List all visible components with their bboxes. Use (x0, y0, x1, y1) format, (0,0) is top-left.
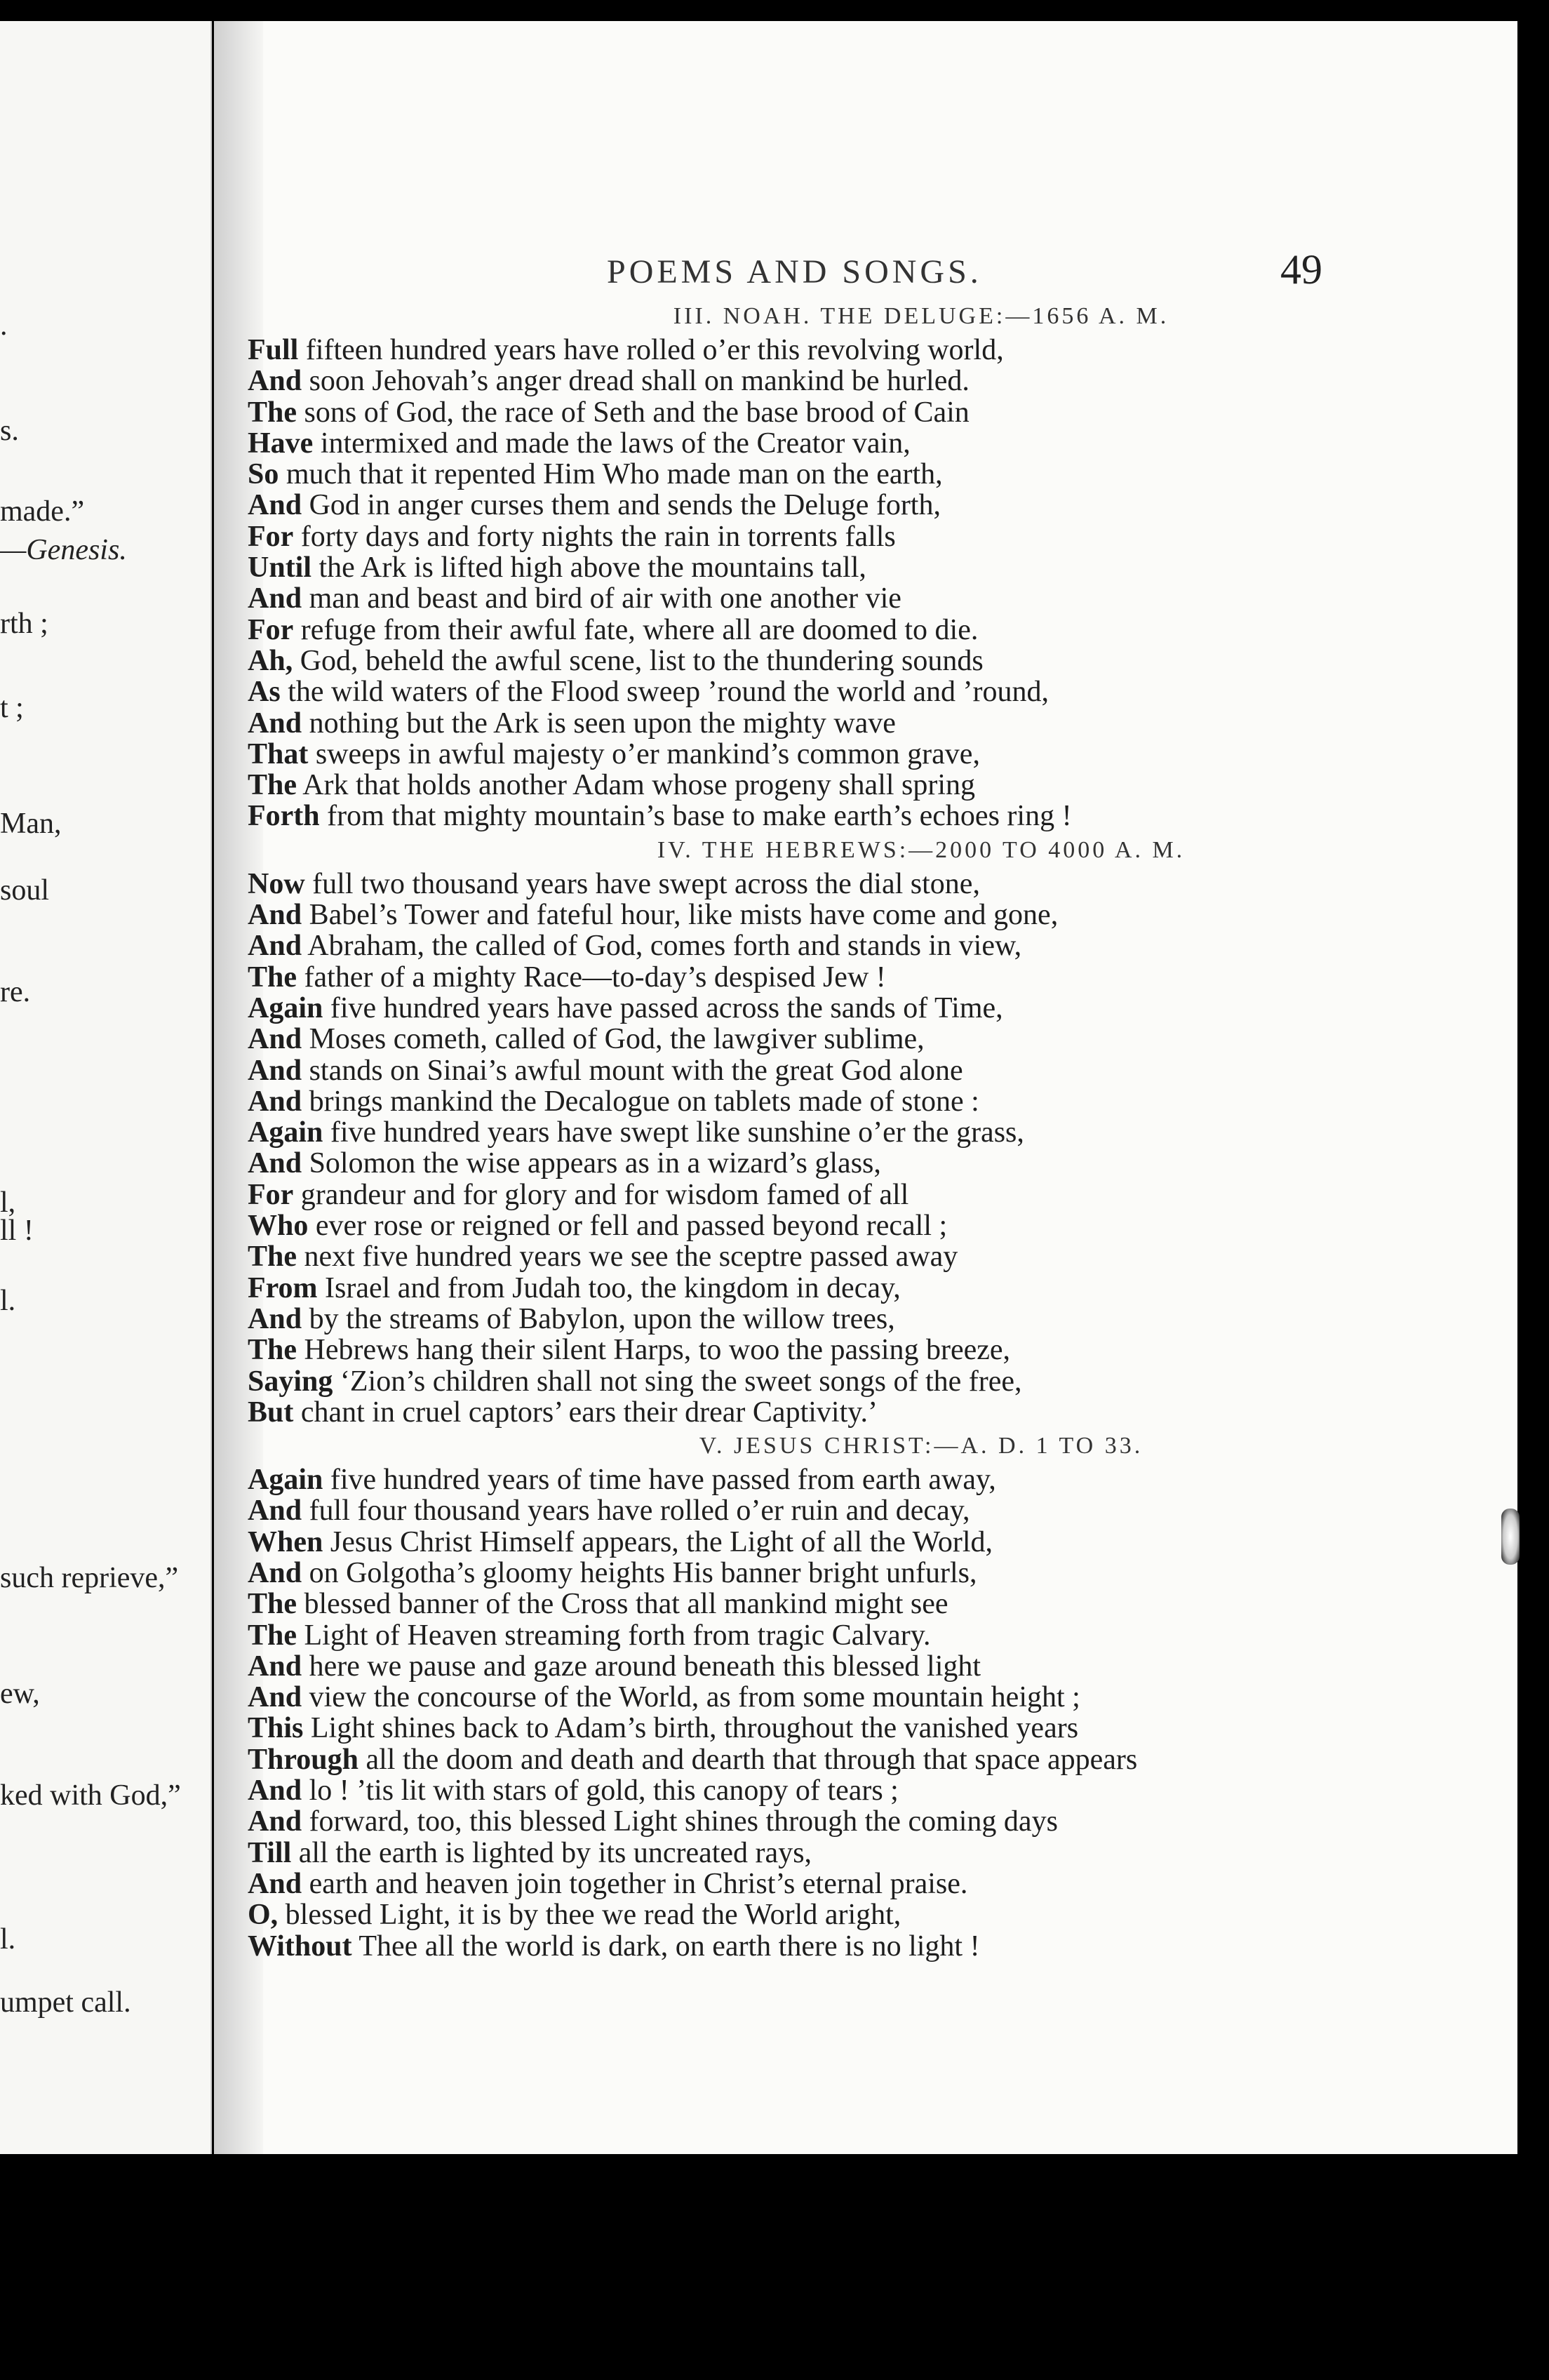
verse-line (248, 1117, 1482, 1148)
verse-first-word: So (248, 458, 279, 491)
verse-line (248, 583, 1482, 614)
verse-line (248, 459, 1482, 490)
verse-text: brings mankind the Decalogue on tablets made of stone : (302, 1085, 979, 1118)
verse-line (248, 1931, 1482, 1962)
facing-page-fragment: ked with God,” (0, 1779, 181, 1812)
facing-page-fragment: l, (0, 1186, 16, 1219)
verse-line (248, 1086, 1482, 1117)
verse-text: the Ark is lifted high above the mountains tall, (311, 551, 866, 584)
verse-text: here we pause and gaze around beneath this blessed light (302, 1650, 981, 1683)
verse-line (248, 615, 1482, 646)
verse-line (248, 1397, 1482, 1428)
verse-text: ever rose or reigned or fell and passed beyond recall ; (308, 1210, 948, 1243)
facing-page-fragment: l. (0, 1923, 16, 1956)
verse-line (248, 1806, 1482, 1837)
verse-first-word: And (248, 1085, 302, 1118)
verse-line (248, 1304, 1482, 1335)
verse-text: Moses cometh, called of God, the lawgiver sublime, (302, 1023, 925, 1056)
verse-line (248, 397, 1482, 428)
verse-line (248, 490, 1482, 521)
verse-first-word: The (248, 396, 297, 429)
verse-first-word: The (248, 1619, 297, 1652)
verse-line (248, 801, 1482, 831)
verse-line (248, 1241, 1482, 1272)
verse-text: full four thousand years have rolled o’er ruin and decay, (302, 1495, 970, 1527)
verse-first-word: And (248, 582, 302, 615)
verse-text: God, beheld the awful scene, list to the thundering sounds (293, 644, 984, 677)
verse-text: Israel and from Judah too, the kingdom in decay, (317, 1271, 901, 1304)
verse-first-word: And (248, 1495, 302, 1527)
verse-text: Light shines back to Adam’s birth, throughout the vanished years (303, 1712, 1079, 1745)
facing-page-fragment: ew, (0, 1678, 40, 1710)
verse-text: lo ! ’tis lit with stars of gold, this canopy of tears ; (302, 1774, 899, 1807)
verse-first-word: Saying (248, 1365, 333, 1398)
verse-line (248, 930, 1482, 961)
facing-page-fragment: Man, (0, 808, 62, 840)
verse-line (248, 1620, 1482, 1651)
verse-text: intermixed and made the laws of the Creator vain, (313, 427, 911, 460)
verse-first-word: Again (248, 1464, 323, 1497)
verse-text: Babel’s Tower and fateful hour, like mists have come and gone, (302, 899, 1059, 932)
verse-text: view the concourse of the World, as from some mountain height ; (302, 1681, 1080, 1714)
verse-text: full two thousand years have swept across the dial stone, (304, 867, 980, 900)
verse-first-word: And (248, 930, 302, 963)
verse-text: fifteen hundred years have rolled o’er this revolving world, (298, 334, 1004, 366)
verse-first-word: Until (248, 551, 312, 584)
verse-line (248, 1366, 1482, 1397)
verse-first-word: The (248, 961, 297, 994)
verse-line (248, 521, 1482, 552)
verse-text: man and beast and bird of air with one another vie (302, 582, 901, 615)
verse-text: forty days and forty nights the rain in torrents falls (293, 520, 896, 553)
verse-text: five hundred years of time have passed from earth away, (323, 1464, 996, 1497)
verse-text: Light of Heaven streaming forth from tragic Calvary. (297, 1619, 931, 1652)
verse-text: Abraham, the called of God, comes forth and stands in view, (302, 930, 1022, 963)
verse-line (248, 428, 1482, 459)
verse-line (248, 1899, 1482, 1930)
verse-first-word: From (248, 1271, 318, 1304)
verse-line (248, 1024, 1482, 1055)
verse-text: forward, too, this blessed Light shines through the coming days (302, 1805, 1058, 1838)
verse-first-word: Now (248, 867, 305, 900)
verse-text: Thee all the world is dark, on earth there is no light ! (351, 1930, 980, 1963)
verse-text: stands on Sinai’s awful mount with the great God alone (302, 1054, 963, 1087)
verse-text: by the streams of Babylon, upon the willow trees, (302, 1302, 895, 1335)
verse-first-word: But (248, 1396, 294, 1429)
verse-first-word: And (248, 1302, 302, 1335)
verse-first-word: And (248, 1650, 302, 1683)
page-edge-mark (1501, 1509, 1520, 1565)
facing-page-fragment: s. (0, 415, 19, 447)
section-heading: IV. THE HEBREWS:—2000 TO 4000 A. M. (657, 836, 1186, 863)
facing-page-fragment: —Genesis. (0, 534, 127, 566)
verse-first-word: Full (248, 334, 299, 366)
verse-text: refuge from their awful fate, where all are doomed to die. (293, 613, 979, 646)
verse-first-word: O, (248, 1899, 279, 1932)
verse-line (248, 1273, 1482, 1304)
verse-first-word: The (248, 1588, 297, 1621)
verse-line (248, 1589, 1482, 1619)
facing-page-fragment: soul (0, 874, 50, 907)
verse-first-word: And (248, 1681, 302, 1714)
verse-first-word: For (248, 613, 294, 646)
verse-first-word: As (248, 676, 281, 709)
verse-text: much that it repented Him Who made man on the earth, (279, 458, 943, 491)
facing-page-fragment: . (0, 309, 8, 342)
verse-line (248, 1527, 1482, 1558)
verse-line (248, 869, 1482, 900)
verse-line (248, 1744, 1482, 1775)
verse-line (248, 1464, 1482, 1495)
verse-text: sweeps in awful majesty o’er mankind’s common grave, (308, 737, 980, 770)
verse-text: chant in cruel captors’ ears their drear Captivity.’ (293, 1396, 878, 1429)
verse-first-word: This (248, 1712, 304, 1745)
verse-line (248, 1055, 1482, 1086)
verse-line (248, 1179, 1482, 1210)
verse-first-word: Ah, (248, 644, 293, 677)
verse-first-word: And (248, 1556, 302, 1589)
verse-line (248, 1558, 1482, 1589)
verse-first-word: Till (248, 1836, 292, 1869)
verse-line (248, 1148, 1482, 1179)
verse-first-word: Again (248, 991, 323, 1024)
verse-first-word: When (248, 1525, 323, 1558)
verse-line (248, 552, 1482, 583)
verse-first-word: And (248, 899, 302, 932)
verse-text: five hundred years have passed across the sands of Time, (323, 991, 1003, 1024)
facing-page-fragment: t ; (0, 692, 24, 724)
verse-line (248, 708, 1482, 739)
verse-first-word: Without (248, 1930, 352, 1963)
verse-text: five hundred years have swept like sunshine o’er the grass, (323, 1116, 1024, 1149)
verse-text: on Golgotha’s gloomy heights His banner bright unfurls, (302, 1556, 977, 1589)
verse-text: next five hundred years we see the sceptre passed away (297, 1241, 958, 1273)
verse-line (248, 1335, 1482, 1365)
verse-text: Solomon the wise appears as in a wizard’s glass, (302, 1147, 881, 1180)
verse-text: father of a mighty Race—to-day’s despised Jew ! (297, 961, 886, 994)
verse-text: God in anger curses them and sends the Deluge forth, (302, 489, 941, 522)
section-heading: V. JESUS CHRIST:—A. D. 1 TO 33. (699, 1433, 1144, 1459)
verse-first-word: Forth (248, 800, 320, 833)
verse-line (248, 900, 1482, 930)
verse-text: Hebrews hang their silent Harps, to woo the passing breeze, (297, 1334, 1011, 1367)
verse-text: all the doom and death and dearth that through that space appears (358, 1743, 1138, 1776)
verse-line (248, 770, 1482, 801)
verse-line (248, 739, 1482, 770)
verse-text: sons of God, the race of Seth and the base brood of Cain (297, 396, 970, 429)
verse-first-word: And (248, 1054, 302, 1087)
verse-text: from that mighty mountain’s base to make earth’s echoes ring ! (319, 800, 1072, 833)
verse-first-word: And (248, 1805, 302, 1838)
book-page (214, 21, 1517, 2154)
verse-first-word: And (248, 365, 302, 398)
verse-line (248, 646, 1482, 676)
verse-first-word: That (248, 737, 309, 770)
verse-line (248, 1210, 1482, 1241)
verse-first-word: And (248, 707, 302, 740)
verse-first-word: And (248, 1147, 302, 1180)
verse-line (248, 993, 1482, 1024)
verse-text: Ark that holds another Adam whose progeny shall spring (297, 769, 976, 802)
verse-line (248, 1495, 1482, 1526)
verse-line (248, 335, 1482, 366)
page-number: 49 (1280, 246, 1322, 293)
verse-first-word: The (248, 1241, 297, 1273)
verse-first-word: Again (248, 1116, 323, 1149)
verse-text: all the earth is lighted by its uncreated rays, (291, 1836, 812, 1869)
verse-first-word: And (248, 1774, 302, 1807)
verse-line (248, 1838, 1482, 1868)
verse-first-word: For (248, 520, 294, 553)
section-heading: III. NOAH. THE DELUGE:—1656 A. M. (673, 303, 1169, 329)
verse-line (248, 1775, 1482, 1806)
facing-page-fragment: re. (0, 976, 31, 1008)
facing-page-fragment: umpet call. (0, 1986, 131, 2019)
verse-line (248, 366, 1482, 396)
verse-line (248, 962, 1482, 993)
verse-text: blessed Light, it is by thee we read the World aright, (278, 1899, 901, 1932)
verse-text: soon Jehovah’s anger dread shall on mankind be hurled. (302, 365, 970, 398)
facing-page (0, 21, 212, 2154)
facing-page-fragment: such reprieve,” (0, 1562, 179, 1594)
verse-line (248, 1868, 1482, 1899)
verse-first-word: Who (248, 1210, 309, 1243)
verse-first-word: The (248, 769, 297, 802)
verse-first-word: For (248, 1178, 294, 1211)
facing-page-fragment: l. (0, 1285, 16, 1317)
verse-first-word: And (248, 489, 302, 522)
verse-first-word: Through (248, 1743, 358, 1776)
running-head: POEMS AND SONGS. (607, 253, 982, 290)
verse-first-word: Have (248, 427, 314, 460)
verse-text: the wild waters of the Flood sweep ’round the world and ’round, (280, 676, 1049, 709)
verse-text: blessed banner of the Cross that all mankind might see (297, 1588, 948, 1621)
verse-line (248, 676, 1482, 707)
verse-text: earth and heaven join together in Christ’s eternal praise. (302, 1867, 968, 1900)
verse-line (248, 1651, 1482, 1682)
verse-first-word: And (248, 1867, 302, 1900)
facing-page-fragment: made.” (0, 495, 85, 528)
verse-first-word: The (248, 1334, 297, 1367)
verse-text: nothing but the Ark is seen upon the mighty wave (302, 707, 896, 740)
verse-text: grandeur and for glory and for wisdom famed of all (293, 1178, 909, 1211)
verse-line (248, 1682, 1482, 1713)
verse-text: ‘Zion’s children shall not sing the sweet songs of the free, (333, 1365, 1022, 1398)
verse-first-word: And (248, 1023, 302, 1056)
poem-body (248, 298, 1482, 1962)
verse-line (248, 1713, 1482, 1744)
verse-text: Jesus Christ Himself appears, the Light of all the World, (323, 1525, 993, 1558)
facing-page-fragment: ll ! (0, 1215, 34, 1247)
facing-page-fragment: rth ; (0, 608, 48, 640)
